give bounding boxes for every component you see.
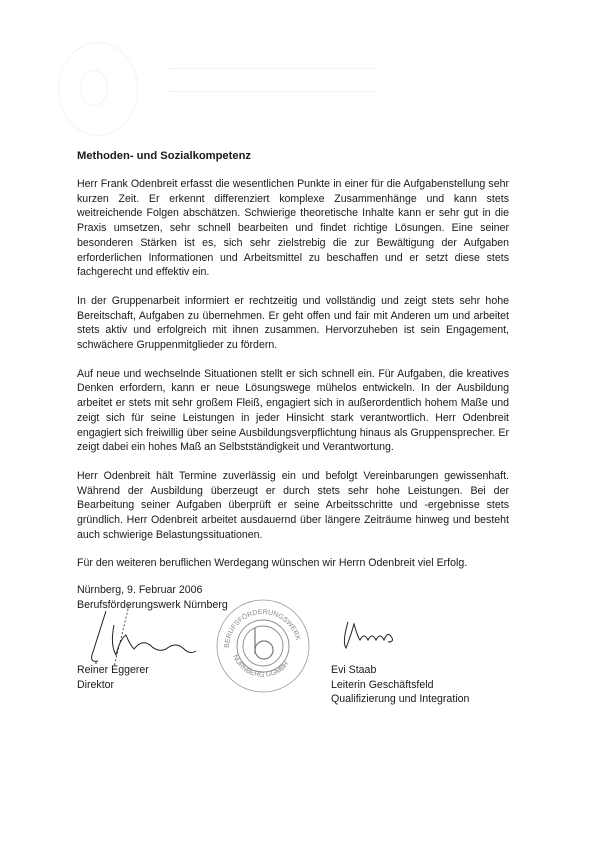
signatory-left-name: Reiner Eggerer: [77, 664, 149, 676]
signature-staab: [340, 618, 400, 652]
letterhead-logo-inner-faint: [80, 70, 108, 106]
section-heading: Methoden- und Sozialkompetenz: [77, 150, 252, 162]
signatory-left: [77, 663, 149, 692]
company-stamp: [215, 598, 311, 694]
svg-text:BERUFSFÖRDERUNGSWERK: BERUFSFÖRDERUNGSWERK: [223, 608, 302, 649]
paragraph-1: Herr Frank Odenbreit erfasst die wesentlichen Punkte in einer für die Aufgabenstellung sehr kurzen Zeit. Er erkennt differenziert komplexe Zusammenhänge und kann stets weitreichende Folgen abschätzen. Schwierige theoretische Inhalte kann er sehr gut in die Praxis umsetzen, sehr schnell bearbeiten und findet richtige Lösungen. Eine seiner besonderen Stärken ist es, sich sehr zielstrebig die zur Bewältigung der Aufgaben erforderlichen Informationen und Arbeitsmittel zu beschaffen und er setzt diese stets fachgerecht und effektiv ein.: [77, 178, 509, 279]
organization-name: Berufsförderungswerk Nürnberg: [77, 598, 228, 611]
letterhead-text-faint: [168, 68, 378, 92]
signatory-right: [331, 663, 469, 707]
paragraph-3: Auf neue und wechselnde Situationen stellt er sich schnell ein. Für Aufgaben, die kreatives Denken erfordern, kann er neue Lösungswege mühelos entwickeln. In der Ausbildung arbeitet er stets mit sehr großem Fleiß, engagiert sich in außerordentlich hohem Maße und zeigt sich für seine Leistungen in jeder Hinsicht stark verantwortlich. Herr Odenbreit engagiert sich freiwillig über seine Ausbildungsverpflichtung hinaus als Gruppensprecher. Er zeigt dabei ein hohes Maß an Selbstständigkeit und Verantwortung.: [77, 367, 509, 454]
signature-eggerer: [84, 605, 204, 667]
signatory-left-title: Direktor: [77, 678, 115, 691]
paragraph-2: In der Gruppenarbeit informiert er rechtzeitig und vollständig und zeigt stets sehr hohe Bereitschaft, Aufgaben zu übernehmen. Er geht offen und fair mit Anderen um und arbeitet stets aktiv und erfolgreich mit ihnen zusammen. Hervorzuheben ist sein Engagement, schwächere Gruppenmitglieder zu fördern.: [77, 294, 509, 352]
signatory-right-title-1: Leiterin Geschäftsfeld: [331, 678, 434, 691]
letter-body: [77, 149, 509, 613]
closing-sentence: Für den weiteren beruflichen Werdegang wünschen wir Herrn Odenbreit viel Erfolg.: [77, 557, 468, 570]
signatory-right-name: Evi Staab: [331, 664, 377, 676]
place-date: Nürnberg, 9. Februar 2006: [77, 584, 203, 597]
svg-text:NÜRNBERG GGMBH: NÜRNBERG GGMBH: [231, 653, 291, 679]
signatory-right-title-2: Qualifizierung und Integration: [331, 693, 470, 706]
paragraph-4: Herr Odenbreit hält Termine zuverlässig ein und befolgt Vereinbarungen gewissenhaft. Während der Ausbildung überzeugt er durch stets sehr hohe Leistungen. Bei der Bearbeitung seiner Aufgaben überprüft er seine Arbeitsschritte und -ergebnisse stets gründlich. Herr Odenbreit arbeitet ausdauernd über längere Zeiträume hinweg und besteht auch schwierige Belastungssituationen.: [77, 469, 509, 541]
